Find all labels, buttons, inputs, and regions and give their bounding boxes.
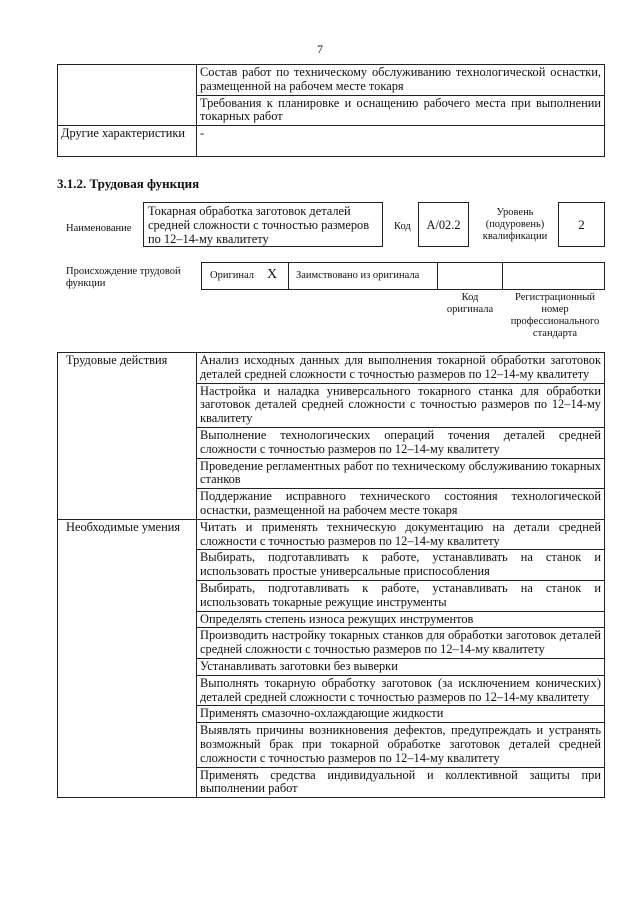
table-row <box>58 65 605 96</box>
table-row <box>58 519 605 550</box>
table-cell: Состав работ по техническому обслуживанию технологической оснастки, размещенной на рабочем месте токаря <box>197 65 605 96</box>
section-title: 3.1.2. Трудовая функция <box>57 176 200 191</box>
original-mark: X <box>267 267 278 282</box>
divider <box>288 262 289 290</box>
table-row <box>58 353 605 384</box>
table-row <box>58 126 605 157</box>
table-cell: Проведение регламентных работ по техническому обслуживанию токарных станков <box>197 458 605 489</box>
table-cell: Применять смазочно-охлаждающие жидкости <box>197 706 605 723</box>
table-cell: Выполнять токарную обработку заготовок (за исключением конических) деталей средней сложности с точностью размеров по 12–14-му квалитету <box>197 675 605 706</box>
table-cell: Поддержание исправного технического состояния технологической оснастки, размещенной на рабочем месте токаря <box>197 489 605 520</box>
table-cell: Устанавливать заготовки без выверки <box>197 658 605 675</box>
divider <box>502 262 503 290</box>
table-cell: Выполнение технологических операций точения деталей средней сложности с точностью размеров по 12–14-му квалитету <box>197 427 605 458</box>
code-original-caption: Код оригинала <box>446 292 494 315</box>
characteristics-table <box>57 64 605 157</box>
group-label-labor-actions: Трудовые действия <box>58 353 197 520</box>
function-code-value: А/02.2 <box>418 202 469 247</box>
original-label: Оригинал <box>210 270 254 281</box>
row-label-other: Другие характеристики <box>58 126 197 157</box>
table-cell: Анализ исходных данных для выполнения токарной обработки заготовок деталей средней сложности с точностью размеров по 12–14-му квалитету <box>197 353 605 384</box>
qualification-level-value: 2 <box>558 202 605 247</box>
table-cell: Производить настройку токарных станков для обработки заготовок деталей средней сложности с точностью размеров по 12–14-му квалитету <box>197 628 605 659</box>
table-cell-empty <box>58 65 197 126</box>
registration-number-caption: Регистрационный номер профессионального стандарта <box>510 292 600 339</box>
table-cell: Читать и применять техническую документацию на детали средней сложности с точностью размеров по 12–14-му квалитету <box>197 519 605 550</box>
table-cell: Применять средства индивидуальной и коллективной защиты при выполнении работ <box>197 767 605 798</box>
divider <box>437 262 438 290</box>
table-cell: Выбирать, подготавливать к работе, устанавливать на станок и использовать простые универсальные приспособления <box>197 550 605 581</box>
group-label-required-skills: Необходимые умения <box>58 519 197 797</box>
qualification-level-label: Уровень (подуровень) квалификации <box>482 207 548 242</box>
function-name-value: Токарная обработка заготовок деталей средней сложности с точностью размеров по 12–14-му квалитету <box>143 202 383 247</box>
table-cell: - <box>197 126 605 157</box>
labor-actions-table <box>57 352 605 798</box>
origin-label: Происхождение трудовой функции <box>66 266 181 289</box>
code-label: Код <box>394 221 411 232</box>
page-number: 7 <box>317 42 323 56</box>
table-cell: Выбирать, подготавливать к работе, устанавливать на станок и использовать токарные режущие инструменты <box>197 580 605 611</box>
table-cell: Требования к планировке и оснащению рабочего места при выполнении токарных работ <box>197 95 605 126</box>
table-cell: Настройка и наладка универсального токарного станка для обработки заготовок деталей средней сложности с точностью размеров по 12–14-му квалитету <box>197 383 605 427</box>
table-cell: Определять степень износа режущих инструментов <box>197 611 605 628</box>
name-label: Наименование <box>66 223 132 234</box>
table-cell: Выявлять причины возникновения дефектов, предупреждать и устранять возможный брак при токарной обработке заготовок деталей средней сложности с точностью размеров по 12–14-му квалитету <box>197 723 605 767</box>
borrowed-label: Заимствовано из оригинала <box>296 270 420 281</box>
